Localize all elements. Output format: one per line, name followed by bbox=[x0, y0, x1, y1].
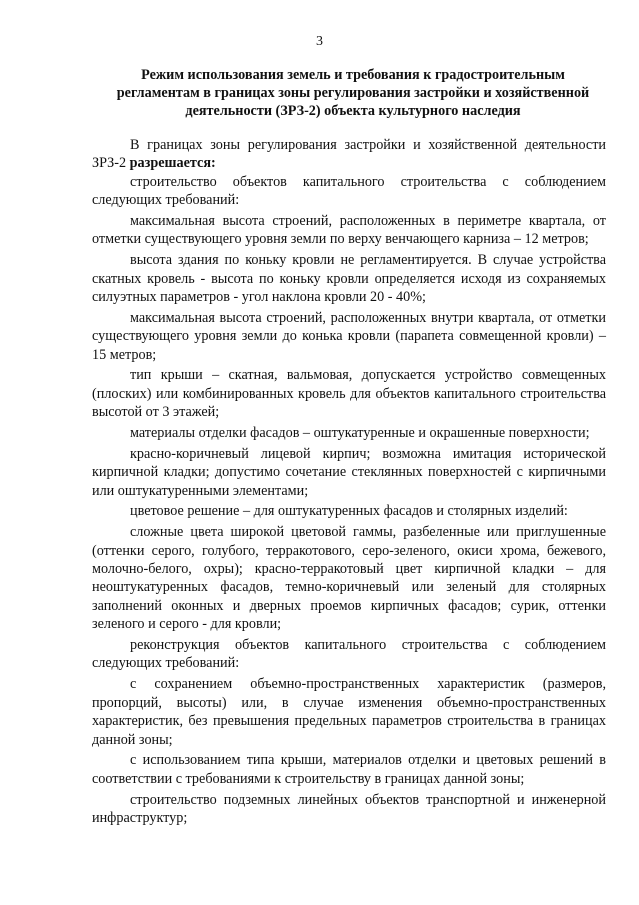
body-paragraph: максимальная высота строений, расположенных внутри квартала, от отметки существующего уровня земли до конька кровли (парапета совмещенной кровли) – 15 метров; bbox=[92, 309, 606, 363]
body-paragraph: строительство подземных линейных объектов транспортной и инженерной инфраструктур; bbox=[92, 791, 606, 826]
body-paragraph: высота здания по коньку кровли не регламентируется. В случае устройства скатных кровель - высота по коньку кровли определяется исходя из сохраняемых силуэтных параметров - угол наклона кровли 20 - 40%; bbox=[92, 252, 606, 306]
intro-text: В границах зоны регулирования застройки и хозяйственной деятельности ЗРЗ-2 bbox=[92, 137, 606, 172]
body-paragraph: реконструкция объектов капитального строительства с соблюдением следующих требований: bbox=[92, 637, 606, 672]
body-paragraph: красно-коричневый лицевой кирпич; возможна имитация исторической кирпичной кладки; допустимо сочетание стеклянных поверхностей с кирпичными или оштукатуренными элементами; bbox=[92, 445, 606, 499]
body-paragraph: цветовое решение – для оштукатуренных фасадов и столярных изделий: bbox=[130, 503, 568, 520]
body-paragraph: тип крыши – скатная, вальмовая, допускается устройство совмещенных (плоских) или комбинированных кровель для объектов капитального строительства высотой от 3 этажей; bbox=[92, 367, 606, 421]
body-paragraph: с использованием типа крыши, материалов отделки и цветовых решений в соответствии с требованиями к строительству в границах данной зоны; bbox=[92, 752, 606, 787]
title-line: регламентам в границах зоны регулирования застройки и хозяйственной bbox=[116, 85, 590, 101]
section-title bbox=[88, 66, 618, 120]
title-line: деятельности (ЗРЗ-2) объекта культурного наследия bbox=[185, 103, 521, 119]
title-line: Режим использования земель и требования к градостроительным bbox=[141, 67, 565, 83]
body-paragraph: строительство объектов капитального строительства с соблюдением следующих требований: bbox=[92, 173, 606, 209]
intro-paragraph bbox=[92, 136, 606, 173]
body-paragraph: максимальная высота строений, расположенных в периметре квартала, от отметки существующего уровня земли по верху венчающего карниза – 12 метров; bbox=[92, 213, 606, 248]
document-body bbox=[92, 136, 606, 830]
body-paragraph: с сохранением объемно-пространственных характеристик (размеров, пропорций, высоты) или, в случае изменения объемно-пространственных характеристик, без превышения предельных параметров строительства в границах данной зоны; bbox=[92, 676, 606, 748]
page-number: 3 bbox=[316, 34, 323, 49]
intro-emphasis: разрешается: bbox=[129, 155, 216, 172]
body-paragraph: материалы отделки фасадов – оштукатуренные и окрашенные поверхности; bbox=[130, 425, 590, 442]
body-paragraph: сложные цвета широкой цветовой гаммы, разбеленные или приглушенные (оттенки серого, голубого, терракотового, серо-зеленого, окиси хрома, бежевого, молочно-белого, охры); красно-терракотовый цвет кирпичной кладки – для неоштукатуренных фасадов, темно-коричневый или зеленый для столярных заполнений оконных и дверных проемов кирпичных фасадов; сурик, оттенки зеленого и серого - для кровли; bbox=[92, 524, 606, 633]
